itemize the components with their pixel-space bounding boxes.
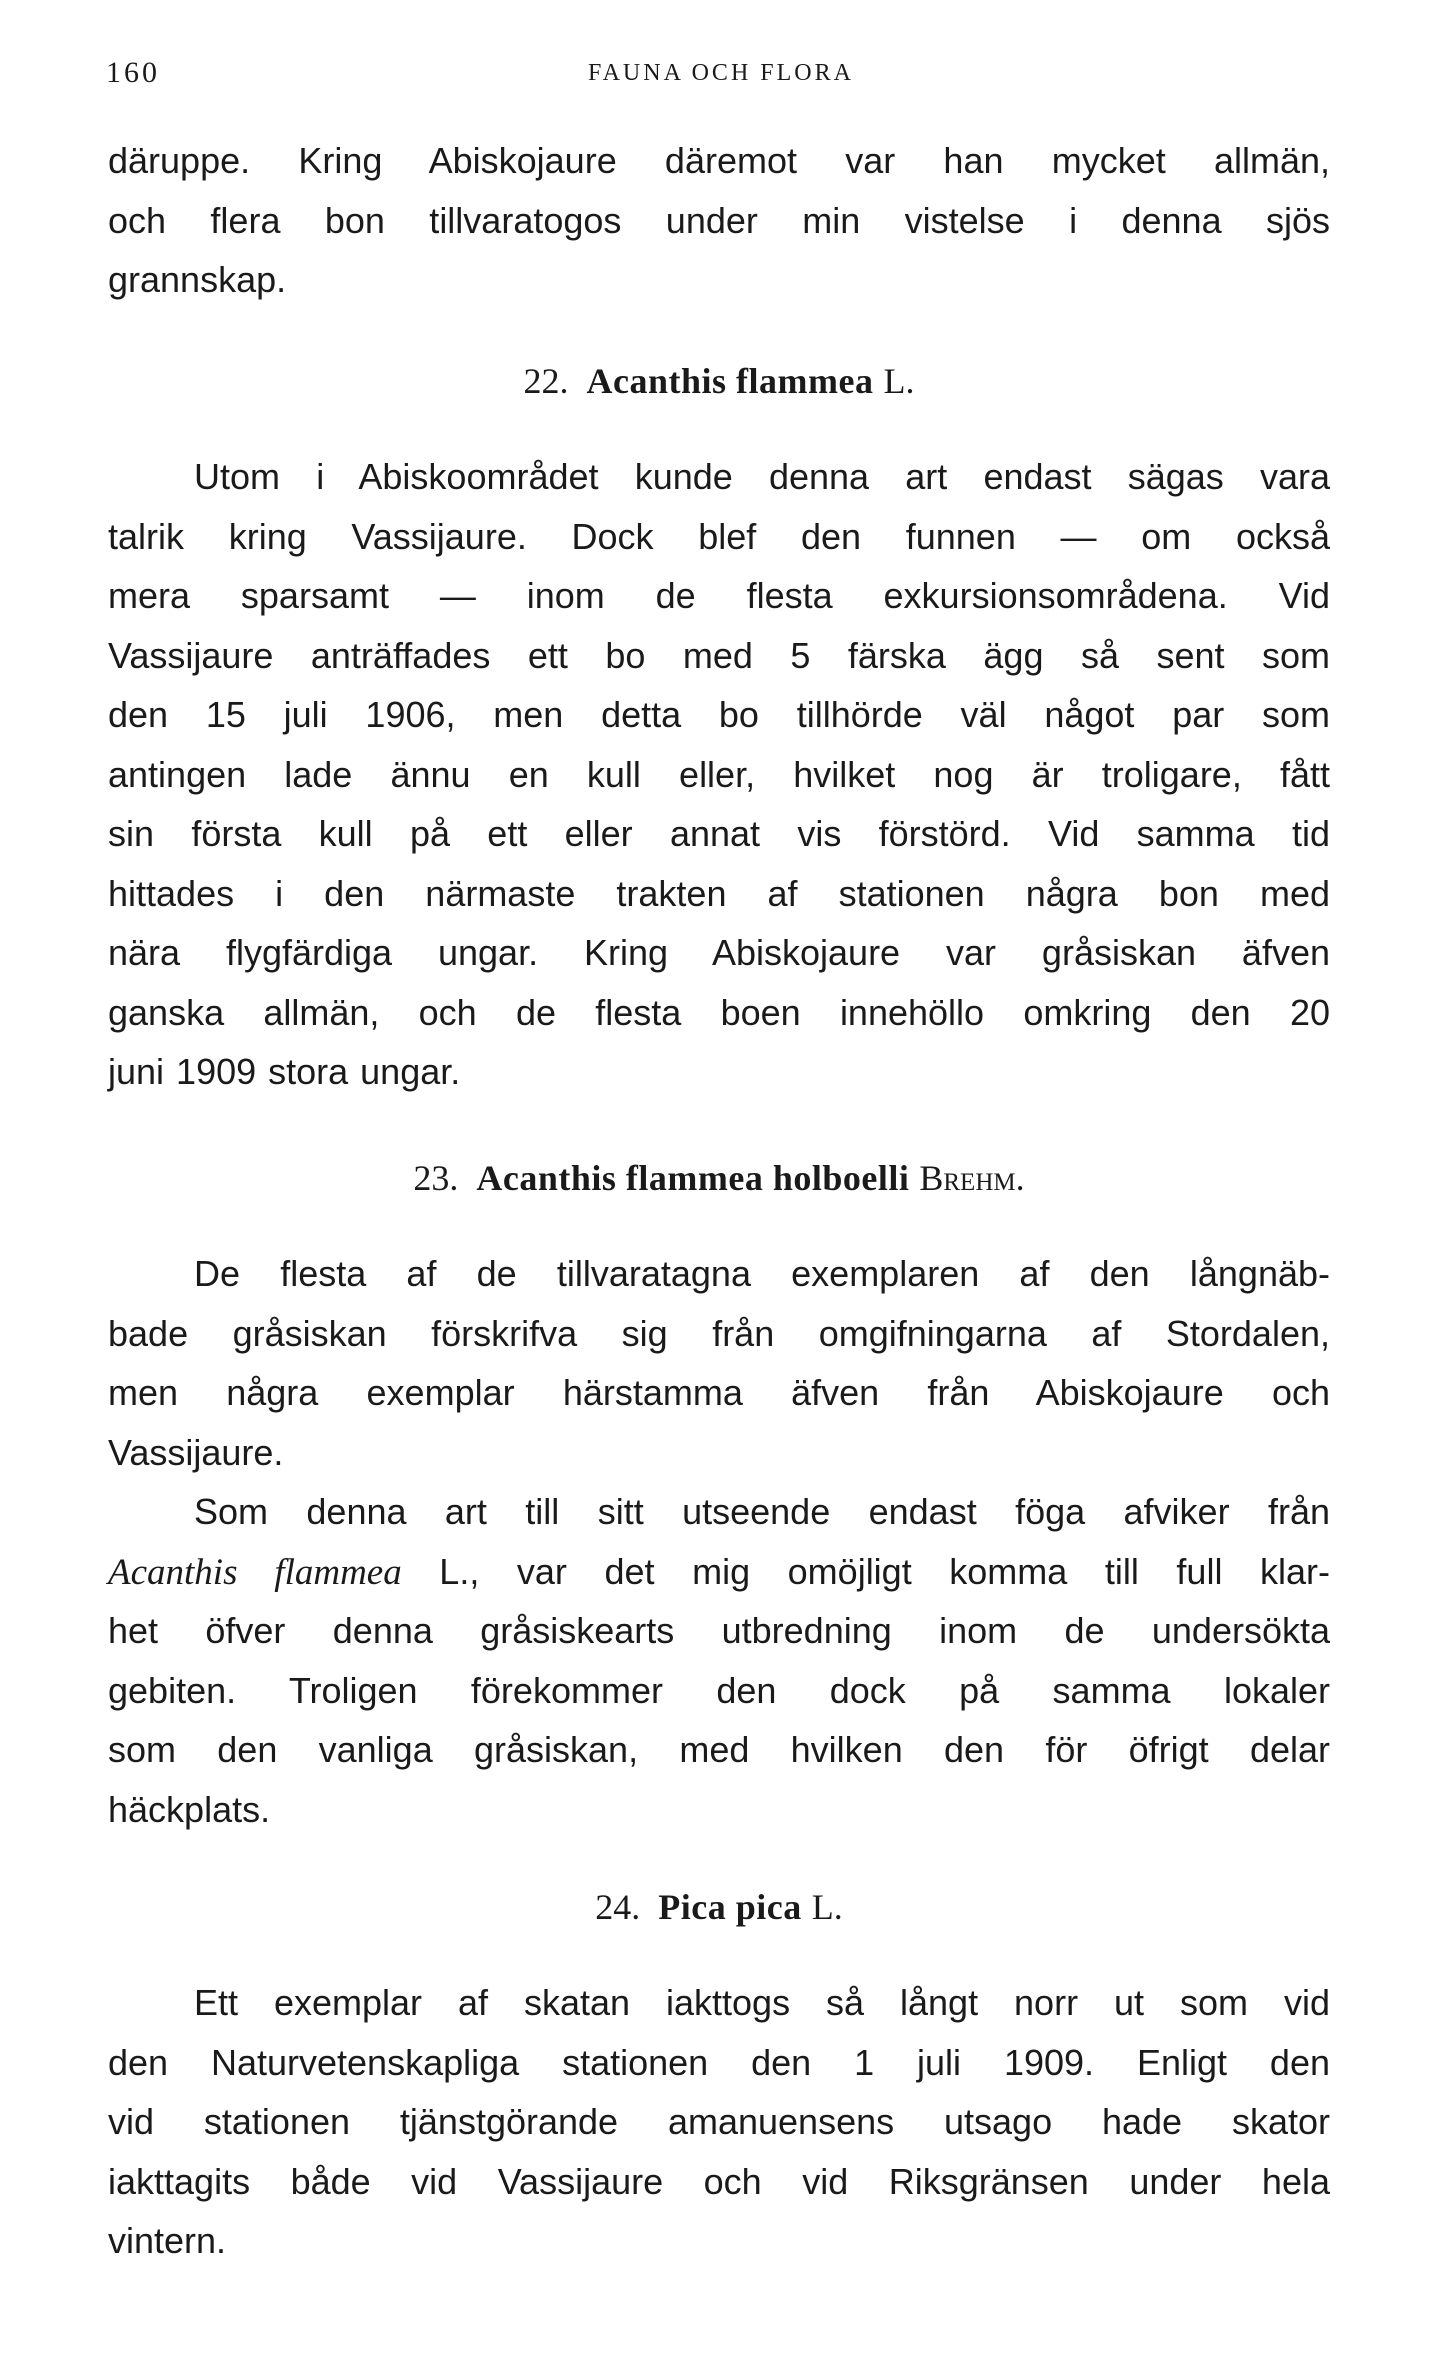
text-line: den 15 juli 1906, men detta bo tillhörde väl något par som: [108, 694, 1330, 735]
text-line: De flesta af de tillvaratagna exemplaren af den långnäb-: [194, 1253, 1330, 1294]
text-line: vid stationen tjänstgörande amanuensens utsago hade skator: [108, 2101, 1330, 2142]
species-number: 23.: [413, 1158, 459, 1198]
text-line: Som denna art till sitt utseende endast föga afviker från: [194, 1491, 1330, 1532]
paragraph-acanthis-flammea: [108, 447, 1330, 1102]
text-line: juni 1909 stora ungar.: [108, 1051, 461, 1092]
species-name: Acanthis flammea holboelli: [476, 1158, 910, 1198]
species-name: Pica pica: [658, 1887, 802, 1927]
text-line: Ett exemplar af skatan iakttogs så långt norr ut som vid: [194, 1982, 1330, 2023]
text-line: och flera bon tillvaratogos under min vistelse i denna sjös: [108, 199, 1330, 241]
text-line: den Naturvetenskapliga stationen den 1 juli 1909. Enligt den: [108, 2041, 1330, 2083]
text-line: sin första kull på ett eller annat vis förstörd. Vid samma tid: [108, 813, 1330, 854]
text-line: vintern.: [108, 2220, 227, 2261]
text-line: gebiten. Troligen förekommer den dock på samma lokaler: [108, 1669, 1330, 1711]
text-line: Vassijaure.: [108, 1431, 284, 1473]
page-header: [106, 56, 1336, 96]
species-author: L.: [811, 1887, 843, 1927]
text-line: hittades i den närmaste trakten af stationen några bon med: [108, 872, 1330, 914]
text-span: L., var det mig omöjligt komma till full klar-: [401, 1550, 1331, 1592]
italic-species-name: Acanthis flammea: [108, 1551, 402, 1593]
text-line: Utom i Abiskoområdet kunde denna art endast sägas vara: [194, 456, 1330, 497]
text-line: ganska allmän, och de flesta boen innehöllo omkring den 20: [108, 991, 1330, 1033]
text-line: talrik kring Vassijaure. Dock blef den funnen — om också: [108, 515, 1330, 557]
species-heading-23: [108, 1148, 1330, 1208]
species-author: L.: [883, 361, 915, 401]
species-heading-22: [108, 351, 1330, 411]
paragraph-intro: [108, 131, 1330, 310]
paragraph-holboelli-1: [108, 1244, 1330, 1482]
paragraph-holboelli-2: [108, 1482, 1330, 1839]
species-name: Acanthis flammea: [586, 361, 874, 401]
species-author: Brehm.: [919, 1158, 1025, 1198]
text-line: [108, 1542, 1330, 1602]
page-number: 160: [106, 56, 160, 89]
text-line: iakttagits både vid Vassijaure och vid Riksgränsen under hela: [108, 2160, 1330, 2202]
running-head: FAUNA OCH FLORA: [588, 60, 854, 86]
text-line: grannskap.: [108, 259, 287, 300]
paragraph-pica-pica: [108, 1973, 1330, 2271]
text-line: häckplats.: [108, 1788, 271, 1830]
species-number: 22.: [523, 361, 569, 401]
text-line: Vassijaure anträffades ett bo med 5 färska ägg så sent som: [108, 634, 1330, 676]
text-line: nära flygfärdiga ungar. Kring Abiskojaure var gråsiskan äfven: [108, 932, 1330, 973]
text-line: mera sparsamt — inom de flesta exkursionsområdena. Vid: [108, 575, 1330, 616]
text-line: som den vanliga gråsiskan, med hvilken den för öfrigt delar: [108, 1729, 1330, 1770]
species-number: 24.: [595, 1887, 641, 1927]
species-heading-24: [108, 1877, 1330, 1937]
text-line: men några exemplar härstamma äfven från Abiskojaure och: [108, 1372, 1330, 1413]
text-line: antingen lade ännu en kull eller, hvilket nog är troligare, fått: [108, 753, 1330, 795]
text-line: bade gråsiskan förskrifva sig från omgifningarna af Stordalen,: [108, 1312, 1330, 1354]
text-line: däruppe. Kring Abiskojaure däremot var han mycket allmän,: [108, 140, 1330, 181]
text-line: het öfver denna gråsiskearts utbredning inom de undersökta: [108, 1610, 1330, 1651]
